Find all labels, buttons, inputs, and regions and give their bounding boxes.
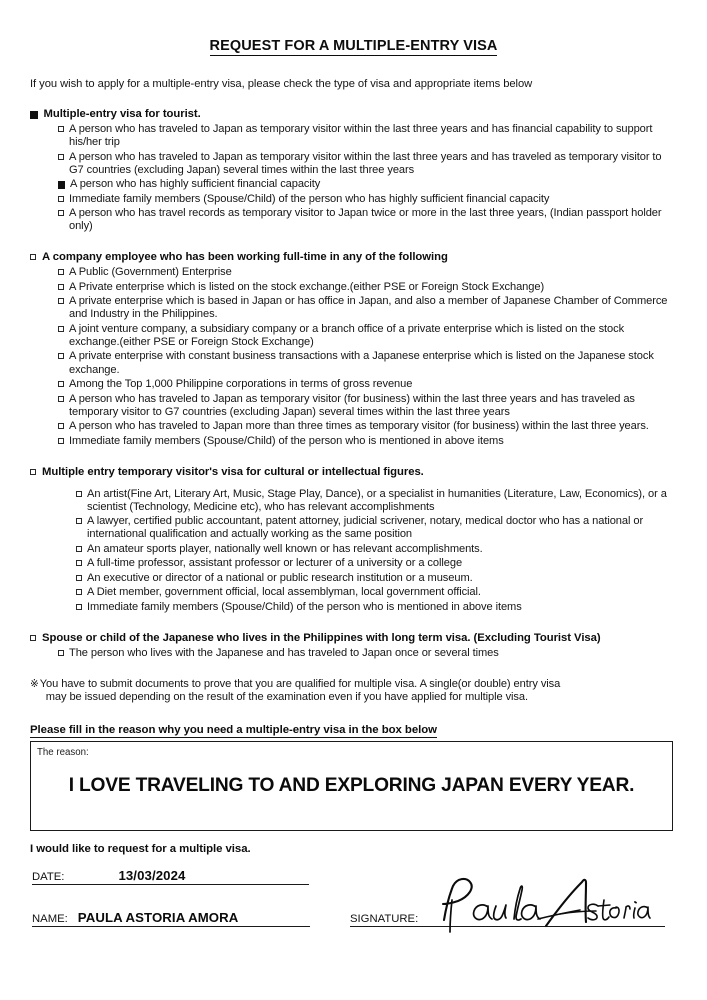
reason-section-heading-text: Please fill in the reason why you need a multiple-entry visa in the box below (30, 723, 437, 736)
section-heading-label: A company employee who has been working full-time in any of the following (42, 251, 448, 264)
list-item-label: A person who has traveled to Japan more than three times as temporary visitor (for business) within the last three years. (69, 420, 649, 433)
item-list-spouse-child (58, 647, 677, 660)
name-label: NAME: (32, 912, 68, 925)
reason-value: I LOVE TRAVELING TO AND EXPLORING JAPAN EVERY YEAR. (68, 774, 635, 796)
document-sheet (30, 0, 677, 1000)
list-item[interactable] (76, 586, 677, 599)
list-item-label: A Private enterprise which is listed on the stock exchange.(either PSE or Foreign Stock Exchange) (69, 280, 545, 293)
list-item[interactable] (76, 557, 677, 570)
checkbox-cultural-item-4[interactable] (76, 560, 82, 566)
list-item-label: A full-time professor, assistant professor or lecturer of a university or a college (87, 557, 463, 570)
name-input-rule[interactable] (68, 911, 310, 927)
closing-statement: I would like to request for a multiple visa. (30, 842, 251, 855)
list-item[interactable] (76, 543, 677, 556)
section-header-company-employee[interactable] (30, 251, 677, 263)
date-field[interactable] (32, 869, 309, 885)
list-item-label: A Diet member, government official, local assemblyman, local government official. (87, 586, 481, 599)
checkbox-company-item-6[interactable] (58, 381, 64, 387)
checkbox-company-item-7[interactable] (58, 396, 64, 402)
list-item[interactable] (58, 435, 677, 448)
intro-instruction: If you wish to apply for a multiple-entry visa, please check the type of visa and appropriate items below (30, 78, 533, 90)
list-item[interactable] (76, 488, 677, 514)
checkbox-cultural-item-2[interactable] (76, 518, 82, 524)
list-item[interactable] (58, 420, 677, 433)
section-heading-label: Multiple entry temporary visitor's visa for cultural or intellectual figures. (42, 465, 424, 478)
list-item[interactable] (58, 350, 677, 376)
checkbox-cultural-item-1[interactable] (76, 491, 82, 497)
checkbox-cultural-item-3[interactable] (76, 546, 82, 552)
checkbox-cultural-item-5[interactable] (76, 575, 82, 581)
reason-section-heading (30, 724, 677, 736)
item-list-company-employee (58, 266, 677, 447)
section-heading-label: Multiple-entry visa for tourist. (43, 108, 201, 120)
date-label: DATE: (32, 870, 65, 883)
list-item-label: A private enterprise with constant business transactions with a Japanese enterprise which is listed on the Japanese stock exchange. (69, 350, 654, 376)
list-item-label: Immediate family members (Spouse/Child) of the person who is mentioned in above items (87, 600, 522, 613)
list-item-label: An artist(Fine Art, Literary Art, Music, Stage Play, Dance), or a specialist in humanities (Literature, Law, Economics), or a scientist (Technology, Medicine etc), who has relevant accomplishments (87, 487, 667, 513)
list-item[interactable] (58, 323, 677, 349)
list-item[interactable] (58, 193, 677, 206)
section-spouse-child (30, 632, 677, 660)
reference-mark-icon: ※ (30, 677, 39, 690)
list-item-label: A joint venture company, a subsidiary company or a branch office of a private enterprise which is listed on the stock exchange.(either PSE or Foreign Stock Exchange) (69, 322, 625, 348)
list-item-label: A private enterprise which is based in Japan or has office in Japan, and also a member of Japanese Chamber of Commerce and Industry in the Philippines. (69, 295, 668, 321)
reason-label: The reason: (37, 746, 89, 758)
signature-input-rule[interactable] (418, 911, 665, 927)
list-item[interactable] (58, 281, 677, 294)
checkbox-company-employee[interactable] (30, 254, 36, 260)
list-item[interactable] (58, 151, 677, 177)
list-item-label: A person who has traveled to Japan as temporary visitor within the last three years and has traveled as temporary visitor to G7 countries (excluding Japan) several times within the last three years (69, 150, 662, 176)
checkbox-cultural-item-7[interactable] (76, 604, 82, 610)
checkbox-spouse-child[interactable] (30, 635, 36, 641)
footnote-line-2: may be issued depending on the result of the examination even if you have applied for multiple visa. (45, 691, 528, 704)
list-item[interactable] (58, 123, 677, 149)
date-input-rule[interactable] (64, 869, 309, 885)
checkbox-company-item-4[interactable] (58, 326, 64, 332)
list-item-label: An amateur sports player, nationally well known or has relevant accomplishments. (87, 542, 483, 555)
name-value: PAULA ASTORIA AMORA (77, 909, 239, 925)
list-item[interactable] (58, 178, 677, 191)
checkbox-company-item-3[interactable] (58, 298, 64, 304)
checkbox-tourist-item-5[interactable] (58, 210, 64, 216)
list-item[interactable] (76, 572, 677, 585)
signature-label: SIGNATURE: (350, 912, 419, 925)
list-item-label: Among the Top 1,000 Philippine corporations in terms of gross revenue (69, 378, 413, 391)
list-item[interactable] (58, 647, 677, 660)
date-value: 13/03/2024 (118, 867, 186, 883)
checkbox-company-item-2[interactable] (58, 284, 64, 290)
list-item[interactable] (58, 378, 677, 391)
list-item-label: A person who has traveled to Japan as temporary visitor (for business) within the last three years and has traveled as temporary visitor to G7 countries (excluding Japan) several times within the last three years (69, 392, 635, 418)
checkbox-cultural-item-6[interactable] (76, 589, 82, 595)
checkbox-spouse-item-1[interactable] (58, 650, 64, 656)
checkbox-tourist[interactable] (30, 111, 38, 119)
section-company-employee (30, 251, 677, 447)
checkbox-company-item-5[interactable] (58, 353, 64, 359)
section-heading-label: Spouse or child of the Japanese who lives in the Philippines with long term visa. (Excluding Tourist Visa) (42, 631, 601, 644)
section-header-tourist[interactable] (30, 108, 677, 120)
item-list-cultural-intellectual (76, 488, 677, 614)
list-item[interactable] (58, 266, 677, 279)
page-title (30, 0, 677, 54)
list-item-label: Immediate family members (Spouse/Child) of the person who has highly sufficient financial capacity (69, 192, 550, 205)
footnote (30, 678, 677, 705)
signature-mark (430, 876, 650, 932)
list-item[interactable] (58, 207, 677, 233)
list-item-label: A person who has traveled to Japan as temporary visitor within the last three years and has financial capability to support his/her trip (69, 123, 653, 149)
name-field[interactable] (32, 911, 310, 927)
checkbox-company-item-1[interactable] (58, 269, 64, 275)
section-cultural-intellectual (30, 466, 677, 614)
checkbox-company-item-9[interactable] (58, 438, 64, 444)
list-item-label: A person who has travel records as temporary visitor to Japan twice or more in the last three years, (Indian passport holder only) (69, 207, 662, 233)
list-item[interactable] (76, 515, 677, 541)
list-item-label: Immediate family members (Spouse/Child) of the person who is mentioned in above items (69, 434, 504, 447)
list-item-label: An executive or director of a national or public research institution or a museum. (87, 571, 473, 584)
list-item[interactable] (58, 295, 677, 321)
list-item-label: The person who lives with the Japanese and has traveled to Japan once or several times (69, 646, 499, 659)
list-item[interactable] (58, 393, 677, 419)
checkbox-tourist-item-1[interactable] (58, 126, 64, 132)
signature-field[interactable] (350, 911, 665, 927)
list-item-label: A Public (Government) Enterprise (69, 266, 232, 279)
section-header-cultural-intellectual[interactable] (30, 466, 677, 478)
section-header-spouse-child[interactable] (30, 632, 677, 644)
checkbox-tourist-item-3[interactable] (58, 181, 65, 189)
footnote-line-1: You have to submit documents to prove that you are qualified for multiple visa. A single(or double) entry visa (39, 677, 561, 690)
checkbox-company-item-8[interactable] (58, 423, 64, 429)
checkbox-tourist-item-2[interactable] (58, 154, 64, 160)
checkbox-cultural-intellectual[interactable] (30, 469, 36, 475)
list-item-label: A person who has highly sufficient financial capacity (70, 178, 321, 191)
checkbox-tourist-item-4[interactable] (58, 196, 64, 202)
footnote-text (40, 678, 677, 705)
section-tourist (30, 108, 677, 233)
item-list-tourist (58, 123, 677, 233)
page-title-text: REQUEST FOR A MULTIPLE-ENTRY VISA (209, 38, 498, 54)
signature-fields (30, 869, 677, 947)
list-item-label: A lawyer, certified public accountant, patent attorney, judicial scrivener, notary, medical doctor who has a national or international qualification and actually working as the same position (87, 515, 644, 541)
list-item[interactable] (76, 601, 677, 614)
reason-input-box[interactable] (30, 741, 673, 831)
